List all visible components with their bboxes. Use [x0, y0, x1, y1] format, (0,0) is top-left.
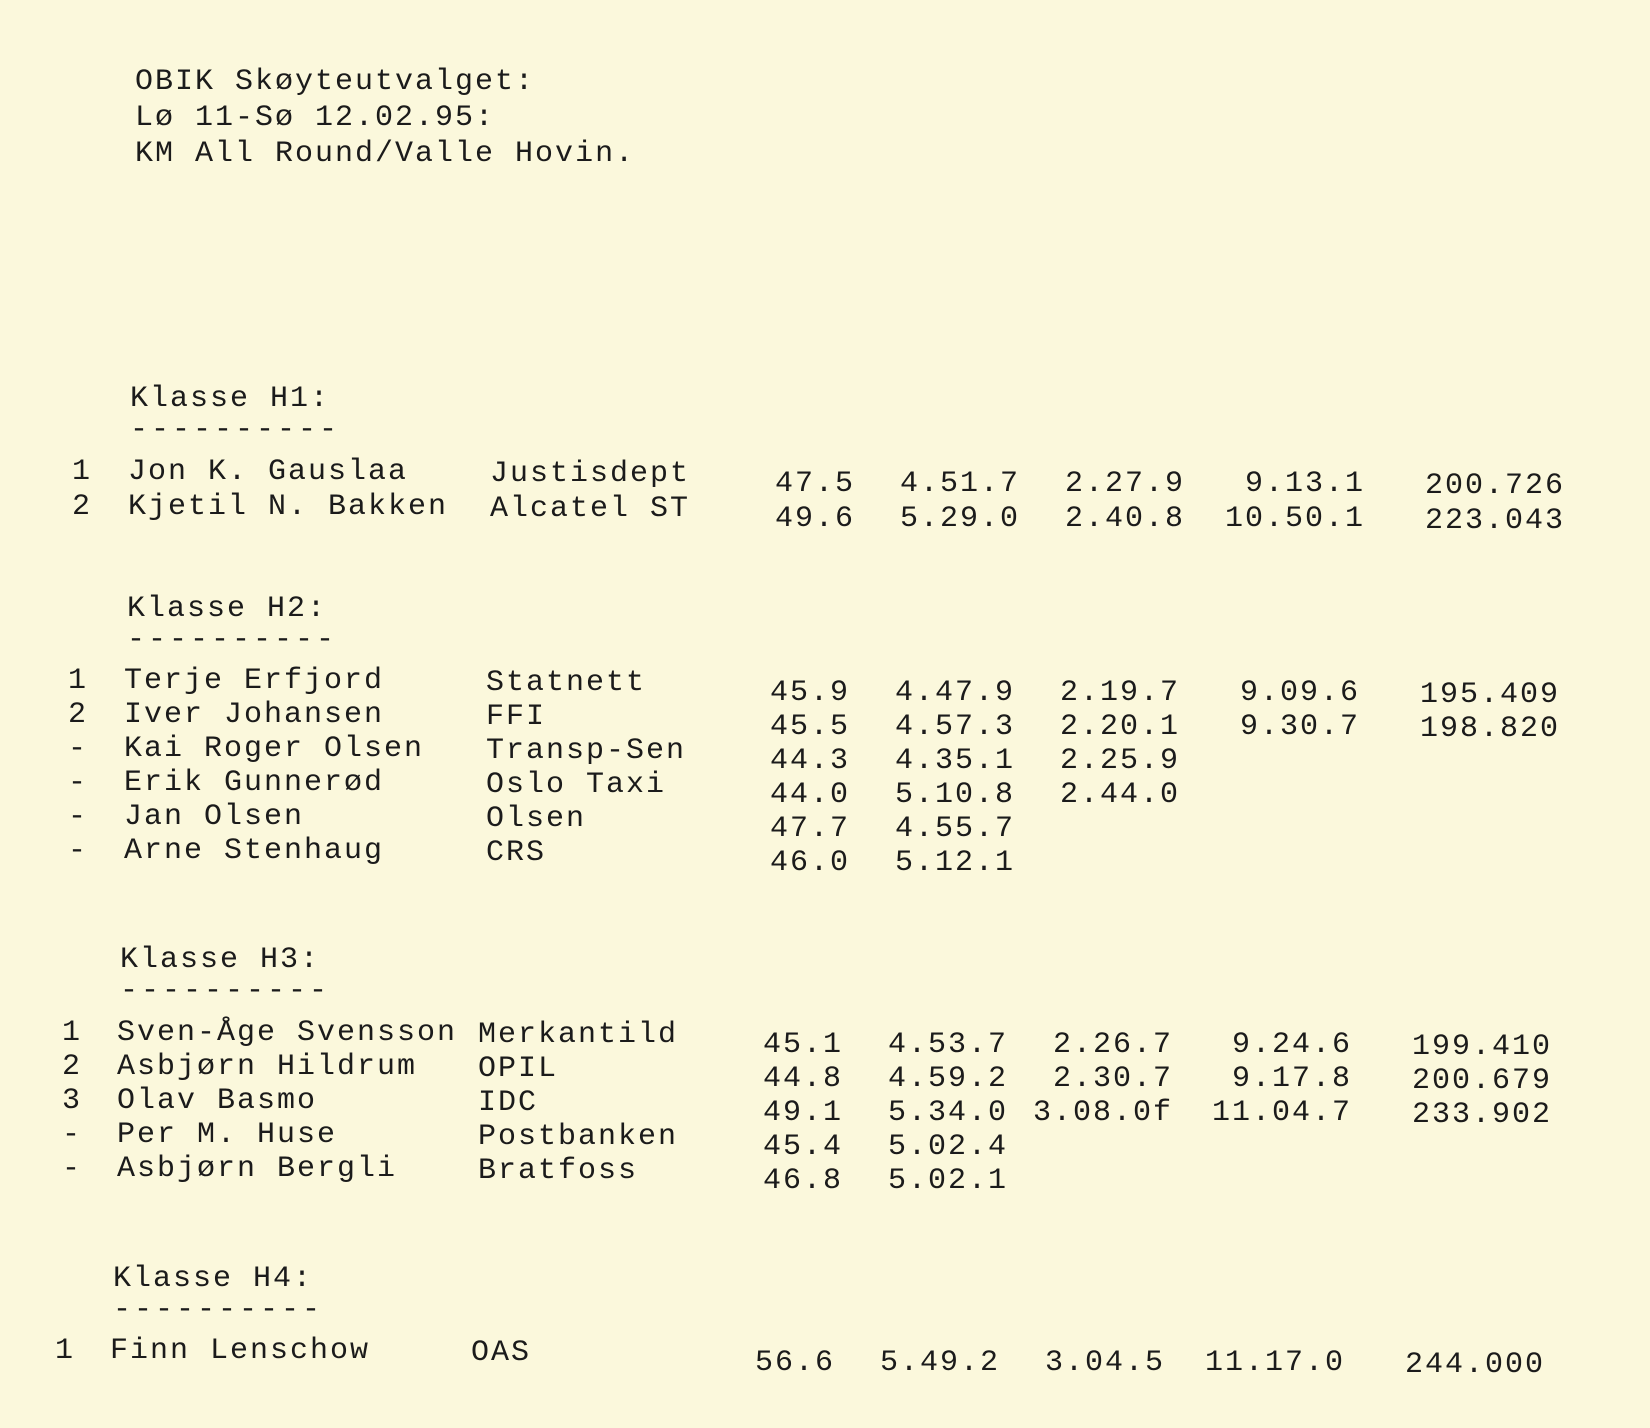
time-500m: 45.9 [769, 676, 850, 710]
place-number: - [67, 732, 88, 766]
time-1500m: 2.25.9 [1059, 744, 1180, 778]
club-name: Transp-Sen [486, 734, 687, 768]
time-5000m: 9.13.1 [1244, 467, 1365, 501]
total-points: 199.410 [1411, 1030, 1552, 1064]
time-3000m: 5.49.2 [879, 1346, 1000, 1380]
result-row [0, 732, 1650, 778]
total-points: 200.726 [1424, 469, 1565, 503]
club-name: Statnett [486, 666, 647, 700]
time-500m: 45.5 [769, 710, 850, 744]
result-row [0, 800, 1650, 846]
club-name: Justisdept [490, 457, 691, 491]
time-5000m: 11.17.0 [1204, 1346, 1345, 1380]
time-1500m: 3.08.0f [1033, 1096, 1174, 1130]
time-5000m: 9.17.8 [1231, 1062, 1352, 1096]
time-1500m: 2.27.9 [1064, 467, 1185, 501]
skater-name: Sven-Åge Svensson [117, 1016, 458, 1050]
total-points: 233.902 [1411, 1098, 1552, 1132]
time-3000m: 5.12.1 [894, 846, 1015, 880]
klasse-underline: ---------- [113, 1293, 324, 1327]
time-1500m: 2.30.7 [1052, 1062, 1173, 1096]
time-3000m: 5.02.1 [887, 1164, 1008, 1198]
time-3000m: 5.10.8 [894, 778, 1015, 812]
time-3000m: 4.53.7 [887, 1028, 1008, 1062]
time-3000m: 4.51.7 [899, 467, 1020, 501]
time-500m: 46.0 [769, 846, 850, 880]
time-500m: 49.6 [774, 502, 855, 536]
result-row [0, 1118, 1650, 1164]
skater-name: Per M. Huse [117, 1118, 338, 1152]
time-3000m: 5.34.0 [887, 1096, 1008, 1130]
time-1500m: 2.40.8 [1064, 502, 1185, 536]
time-3000m: 4.55.7 [894, 812, 1015, 846]
club-name: Olsen [486, 802, 587, 836]
result-row [0, 490, 1650, 538]
club-name: OAS [471, 1336, 532, 1370]
time-500m: 44.8 [762, 1062, 843, 1096]
club-name: Merkantild [478, 1018, 679, 1052]
result-row [0, 1152, 1650, 1198]
place-number: - [67, 834, 88, 868]
skater-name: Kai Roger Olsen [124, 732, 425, 766]
place-number: - [61, 1118, 82, 1152]
place-number: 1 [67, 664, 88, 698]
time-3000m: 5.29.0 [899, 502, 1020, 536]
skater-name: Kjetil N. Bakken [128, 490, 449, 524]
place-number: - [61, 1152, 82, 1186]
place-number: - [67, 800, 88, 834]
time-5000m: 11.04.7 [1211, 1096, 1352, 1130]
time-1500m: 3.04.5 [1044, 1346, 1165, 1380]
result-row [0, 455, 1650, 503]
header-organization: OBIK Skøyteutvalget: [135, 65, 536, 99]
header-dates: Lø 11-Sø 12.02.95: [135, 101, 496, 135]
time-3000m: 4.59.2 [887, 1062, 1008, 1096]
total-points: 198.820 [1419, 712, 1560, 746]
result-row [0, 698, 1650, 746]
time-1500m: 2.20.1 [1059, 710, 1180, 744]
club-name: Postbanken [478, 1120, 679, 1154]
total-points: 200.679 [1411, 1064, 1552, 1098]
total-points: 195.409 [1419, 678, 1560, 712]
result-row [0, 664, 1650, 712]
klasse-title: Klasse H3: [120, 943, 321, 977]
klasse-underline: ---------- [130, 413, 341, 447]
time-500m: 44.0 [769, 778, 850, 812]
time-5000m: 9.09.6 [1239, 676, 1360, 710]
place-number: 1 [71, 455, 92, 489]
time-500m: 47.7 [769, 812, 850, 846]
place-number: 1 [61, 1016, 82, 1050]
place-number: 2 [67, 698, 88, 732]
skater-name: Iver Johansen [124, 698, 385, 732]
time-3000m: 4.35.1 [894, 744, 1015, 778]
time-500m: 49.1 [762, 1096, 843, 1130]
result-row [0, 1016, 1650, 1064]
document-header [135, 64, 635, 172]
header-event: KM All Round/Valle Hovin. [135, 137, 636, 171]
klasse-title: Klasse H2: [127, 592, 328, 626]
time-500m: 44.3 [769, 744, 850, 778]
time-5000m: 9.30.7 [1239, 710, 1360, 744]
result-row [0, 766, 1650, 812]
club-name: FFI [486, 700, 547, 734]
skater-name: Asbjørn Bergli [117, 1152, 398, 1186]
club-name: Bratfoss [478, 1154, 639, 1188]
skater-name: Arne Stenhaug [124, 834, 385, 868]
place-number: 2 [71, 490, 92, 524]
time-500m: 56.6 [754, 1346, 835, 1380]
time-5000m: 10.50.1 [1224, 502, 1365, 536]
place-number: 1 [54, 1334, 75, 1368]
result-row [0, 1050, 1650, 1098]
place-number: 2 [61, 1050, 82, 1084]
time-3000m: 4.47.9 [894, 676, 1015, 710]
klasse-title: Klasse H4: [113, 1262, 314, 1296]
total-points: 244.000 [1404, 1348, 1545, 1382]
result-row [0, 834, 1650, 880]
skater-name: Jon K. Gauslaa [128, 455, 409, 489]
club-name: CRS [486, 836, 547, 870]
time-500m: 45.1 [762, 1028, 843, 1062]
skater-name: Finn Lenschow [110, 1334, 371, 1368]
time-1500m: 2.26.7 [1052, 1028, 1173, 1062]
skater-name: Erik Gunnerød [124, 766, 385, 800]
time-3000m: 4.57.3 [894, 710, 1015, 744]
result-row [0, 1334, 1650, 1382]
place-number: - [67, 766, 88, 800]
place-number: 3 [61, 1084, 82, 1118]
time-5000m: 9.24.6 [1231, 1028, 1352, 1062]
time-1500m: 2.19.7 [1059, 676, 1180, 710]
skater-name: Jan Olsen [124, 800, 305, 834]
skater-name: Terje Erfjord [124, 664, 385, 698]
result-row [0, 1084, 1650, 1132]
klasse-underline: ---------- [120, 974, 331, 1008]
time-3000m: 5.02.4 [887, 1130, 1008, 1164]
klasse-underline: ---------- [127, 623, 338, 657]
time-1500m: 2.44.0 [1059, 778, 1180, 812]
skater-name: Olav Basmo [117, 1084, 318, 1118]
club-name: Alcatel ST [490, 492, 691, 526]
club-name: IDC [478, 1086, 539, 1120]
time-500m: 46.8 [762, 1164, 843, 1198]
skater-name: Asbjørn Hildrum [117, 1050, 418, 1084]
time-500m: 45.4 [762, 1130, 843, 1164]
klasse-title: Klasse H1: [130, 382, 331, 416]
club-name: Oslo Taxi [486, 768, 667, 802]
time-500m: 47.5 [774, 467, 855, 501]
club-name: OPIL [478, 1052, 559, 1086]
total-points: 223.043 [1424, 504, 1565, 538]
